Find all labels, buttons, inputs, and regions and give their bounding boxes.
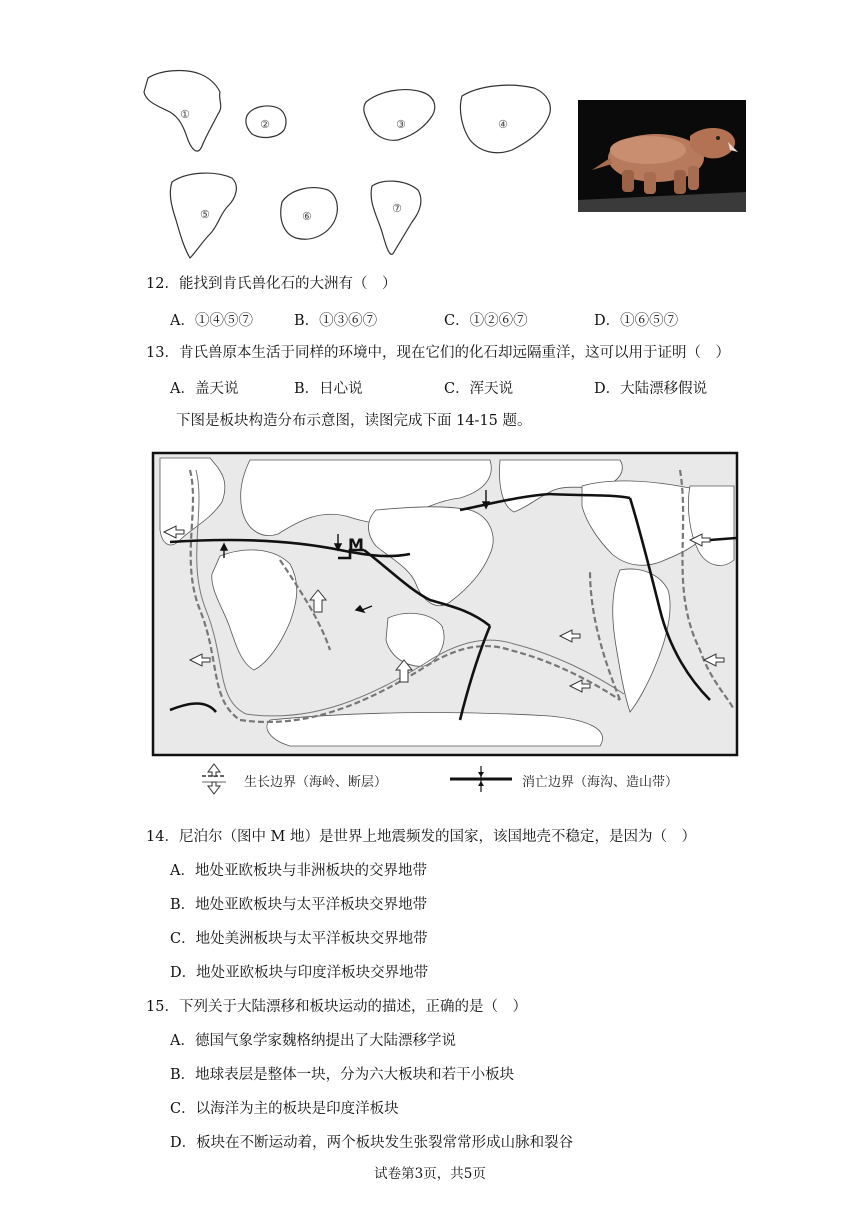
question-13-stem: 13．肯氏兽原本生活于同样的环境中，现在它们的化石却远隔重洋，这可以用于证明（ ） <box>146 345 730 361</box>
q15-option-b[interactable]: B．地球表层是整体一块，分为六大板块和若干小板块 <box>170 1067 515 1083</box>
continent-label-4: ④ <box>498 118 508 131</box>
q13-option-b[interactable]: B．日心说 <box>294 381 363 397</box>
question-14-stem: 14．尼泊尔（图中 M 地）是世界上地震频发的国家，该国地壳不稳定，是因为（ ） <box>146 829 697 845</box>
kannemeyeria-photo <box>578 100 746 212</box>
q14-option-b[interactable]: B．地处亚欧板块与太平洋板块交界地带 <box>170 897 428 913</box>
q12-option-a[interactable]: A．①④⑤⑦ <box>170 313 253 329</box>
map-legend <box>202 764 678 794</box>
q14-option-c[interactable]: C．地处美洲板块与太平洋板块交界地带 <box>170 931 428 947</box>
q12-option-b[interactable]: B．①③⑥⑦ <box>294 313 378 329</box>
continent-asia <box>460 85 550 153</box>
legend-growth-label: 生长边界（海岭、断层） <box>244 775 388 790</box>
map-marker-m: M <box>348 535 364 554</box>
continent-outlines-figure <box>140 66 570 266</box>
continent-south-america <box>371 181 421 254</box>
q15-option-d[interactable]: D．板块在不断运动着，两个板块发生张裂常常形成山脉和裂谷 <box>170 1135 574 1151</box>
continent-north-america <box>170 173 236 258</box>
q14-option-d[interactable]: D．地处亚欧板块与印度洋板块交界地带 <box>170 965 429 981</box>
question-15-stem: 15．下列关于大陆漂移和板块运动的描述，正确的是（ ） <box>146 999 527 1015</box>
question-13-options <box>170 377 770 397</box>
continent-label-6: ⑥ <box>302 210 312 223</box>
q15-option-a[interactable]: A．德国气象学家魏格纳提出了大陆漂移学说 <box>170 1033 456 1049</box>
q13-option-c[interactable]: C．浑天说 <box>444 381 514 397</box>
continent-label-2: ② <box>260 118 270 131</box>
q14-option-a[interactable]: A．地处亚欧板块与非洲板块的交界地带 <box>170 863 427 879</box>
q12-option-c[interactable]: C．①②⑥⑦ <box>444 313 528 329</box>
q13-option-d[interactable]: D．大陆漂移假说 <box>594 381 708 397</box>
legend-growth-symbol <box>202 764 226 794</box>
q12-option-d[interactable]: D．①⑥⑤⑦ <box>594 313 679 329</box>
legend-subduction-symbol <box>450 766 512 792</box>
continent-label-3: ③ <box>396 118 406 131</box>
plate-tectonics-map <box>150 450 740 812</box>
continent-africa <box>144 71 221 152</box>
intro-text: 下图是板块构造分布示意图，读图完成下面 14-15 题。 <box>176 413 532 429</box>
legend-subduction-label: 消亡边界（海沟、造山带） <box>522 775 679 790</box>
continent-antarctica <box>281 188 338 240</box>
question-12-stem: 12．能找到肯氏兽化石的大洲有（ ） <box>146 276 397 292</box>
continent-europe <box>364 90 435 141</box>
question-12-options <box>170 309 770 329</box>
continent-label-5: ⑤ <box>200 208 210 221</box>
q13-option-a[interactable]: A．盖天说 <box>170 381 239 397</box>
continent-label-7: ⑦ <box>392 202 402 215</box>
continent-label-1: ① <box>180 108 190 121</box>
page-footer: 试卷第3页，共5页 <box>374 1166 486 1182</box>
continent-australia <box>246 106 286 137</box>
q15-option-c[interactable]: C．以海洋为主的板块是印度洋板块 <box>170 1101 399 1117</box>
